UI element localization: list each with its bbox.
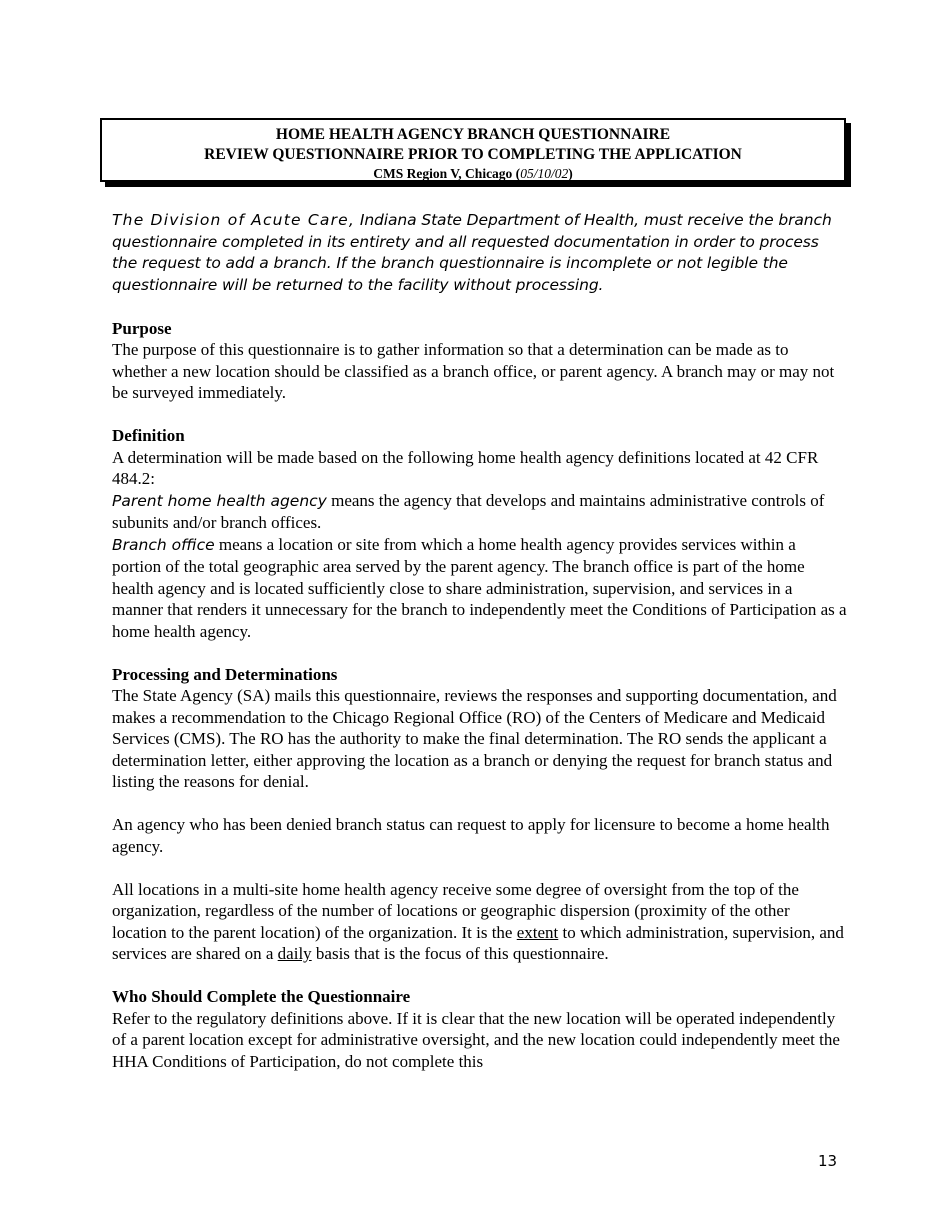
extent-emphasis: extent (516, 922, 559, 942)
definition-heading: Definition (112, 426, 185, 445)
who-heading: Who Should Complete the Questionnaire (112, 987, 411, 1006)
processing-para-2-block (112, 814, 847, 857)
parent-text: means the agency that develops and maintains administrative controls of subunits and/or branch offices. (112, 490, 825, 532)
title-line-1: HOME HEALTH AGENCY BRANCH QUESTIONNAIRE (275, 126, 671, 143)
processing-section (112, 664, 847, 793)
purpose-heading: Purpose (112, 318, 172, 338)
intro-text: Indiana State Department of Health, must receive the branch questionnaire completed in its entirety and all requested documentation in order to process the request to add a branch. If the branch questionnaire is incomplete or not legible the questionnaire will be returned to the facility without processing. (112, 211, 832, 294)
processing-para-3 (112, 879, 847, 965)
purpose-body: The purpose of this questionnaire is to gather information so that a determination can be made as to whether a new location should be classified as a branch office, or parent agency. A branch may or may not be surveyed immediately. (112, 340, 835, 402)
intro-lead: The Division of Acute Care, (112, 211, 356, 229)
branch-term: Branch office (112, 535, 215, 554)
who-section (112, 986, 847, 1072)
parent-term: Parent home health agency (112, 491, 327, 510)
page-number: 13 (818, 1152, 838, 1170)
para-3-text-c: basis that is the focus of this questionnaire. (311, 944, 609, 963)
definition-section (112, 425, 847, 642)
title-box (100, 118, 846, 182)
document-body (112, 210, 847, 1094)
branch-definition (112, 534, 847, 643)
processing-para-1: The State Agency (SA) mails this questionnaire, reviews the responses and supporting documentation, and makes a recommendation to the Chicago Regional Office (RO) of the Centers of Medicare and Medicaid Services (CMS). The RO has the authority to make the final determination. The RO sends the applicant a determination letter, either approving the location as a branch or denying the request for branch status and listing the reasons for denial. (112, 686, 837, 791)
processing-para-3-block (112, 879, 847, 965)
branch-text: means a location or site from which a home health agency provides services within a portion of the total geographic area served by the parent agency. The branch office is part of the home health agency and is located sufficiently close to share administration, supervision, and services in a manner that renders it unnecessary for the branch to independently meet the Conditions of Participation as a home health agency. (112, 534, 847, 641)
intro-notice (112, 210, 847, 296)
parent-definition (112, 490, 847, 534)
region-label: CMS Region V, Chicago ( (373, 166, 521, 181)
para-3-text-b: to which administration, supervision, and services are shared on a (112, 922, 844, 963)
processing-para-2: An agency who has been denied branch status can request to apply for licensure to become a home health agency. (112, 815, 830, 856)
para-3-text-a: All locations in a multi-site home health agency receive some degree of oversight from the top of the organization, regardless of the number of locations or geographic dispersion (proximity of the other location to the parent location) of the organization. It is the (112, 879, 799, 942)
processing-heading: Processing and Determinations (112, 664, 338, 684)
title-line-3 (102, 165, 844, 183)
title-line-2: REVIEW QUESTIONNAIRE PRIOR TO COMPLETING THE APPLICATION (204, 146, 742, 163)
purpose-section (112, 318, 847, 404)
definition-body: A determination will be made based on the following home health agency definitions located at 42 CFR 484.2: (112, 447, 819, 488)
who-body: Refer to the regulatory definitions above. If it is clear that the new location will be operated independently of a parent location except for administrative oversight, and the new location could independently meet the HHA Conditions of Participation, do not complete this (112, 1008, 840, 1071)
revision-date: 05/10/02 (520, 166, 569, 181)
daily-emphasis: daily (277, 944, 312, 963)
region-suffix: ) (568, 166, 573, 181)
